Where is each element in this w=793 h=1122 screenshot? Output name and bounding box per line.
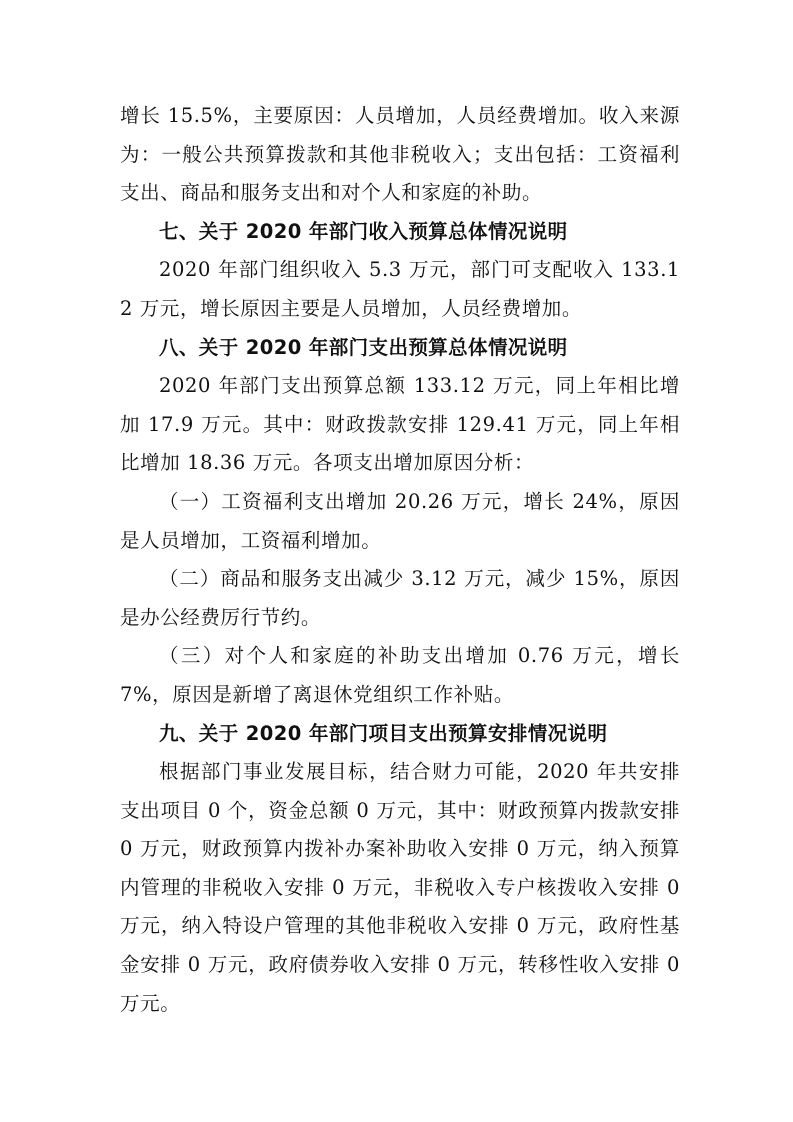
section-heading-8: 八、关于 2020 年部门支出预算总体情况说明 (159, 335, 568, 359)
section-heading-9: 九、关于 2020 年部门项目支出预算安排情况说明 (159, 721, 608, 745)
paragraph-item-3: （三）对个人和家庭的补助支出增加 0.76 万元，增长 7%，原因是新增了离退休党组织工作补贴。 (120, 644, 680, 706)
paragraph-project-budget: 根据部门事业发展目标，结合财力可能，2020 年共安排支出项目 0 个，资金总额 0 万元，其中：财政预算内拨款安排 0 万元，财政预算内拨补办案补助收入安排 0 万元，纳入预算内管理的非税收入安排 0 万元，非税收入专户核拨收入安排 0 万元，纳入特设户管理的其他非税收入安排 0 万元，政府性基金安排 0 万元，政府债券收入安排 0 万元，转移性收入安排 0 万元。 (120, 760, 680, 1015)
section-heading-7: 七、关于 2020 年部门收入预算总体情况说明 (159, 219, 568, 243)
paragraph-item-2: （二）商品和服务支出减少 3.12 万元，减少 15%，原因是办公经费厉行节约。 (120, 567, 680, 629)
paragraph-expenditure-budget: 2020 年部门支出预算总额 133.12 万元，同上年相比增加 17.9 万元。其中：财政拨款安排 129.41 万元，同上年相比增加 18.36 万元。各项支出增加原因分析： (120, 374, 680, 475)
paragraph-income-budget: 2020 年部门组织收入 5.3 万元，部门可支配收入 133.12 万元，增长原因主要是人员增加，人员经费增加。 (120, 258, 680, 320)
paragraph-continuation: 增长 15.5%，主要原因：人员增加，人员经费增加。收入来源为：一般公共预算拨款和其他非税收入；支出包括：工资福利支出、商品和服务支出和对个人和家庭的补助。 (120, 104, 680, 205)
paragraph-item-1: （一）工资福利支出增加 20.26 万元，增长 24%，原因是人员增加，工资福利增加。 (120, 489, 680, 552)
document-body (120, 97, 680, 1023)
